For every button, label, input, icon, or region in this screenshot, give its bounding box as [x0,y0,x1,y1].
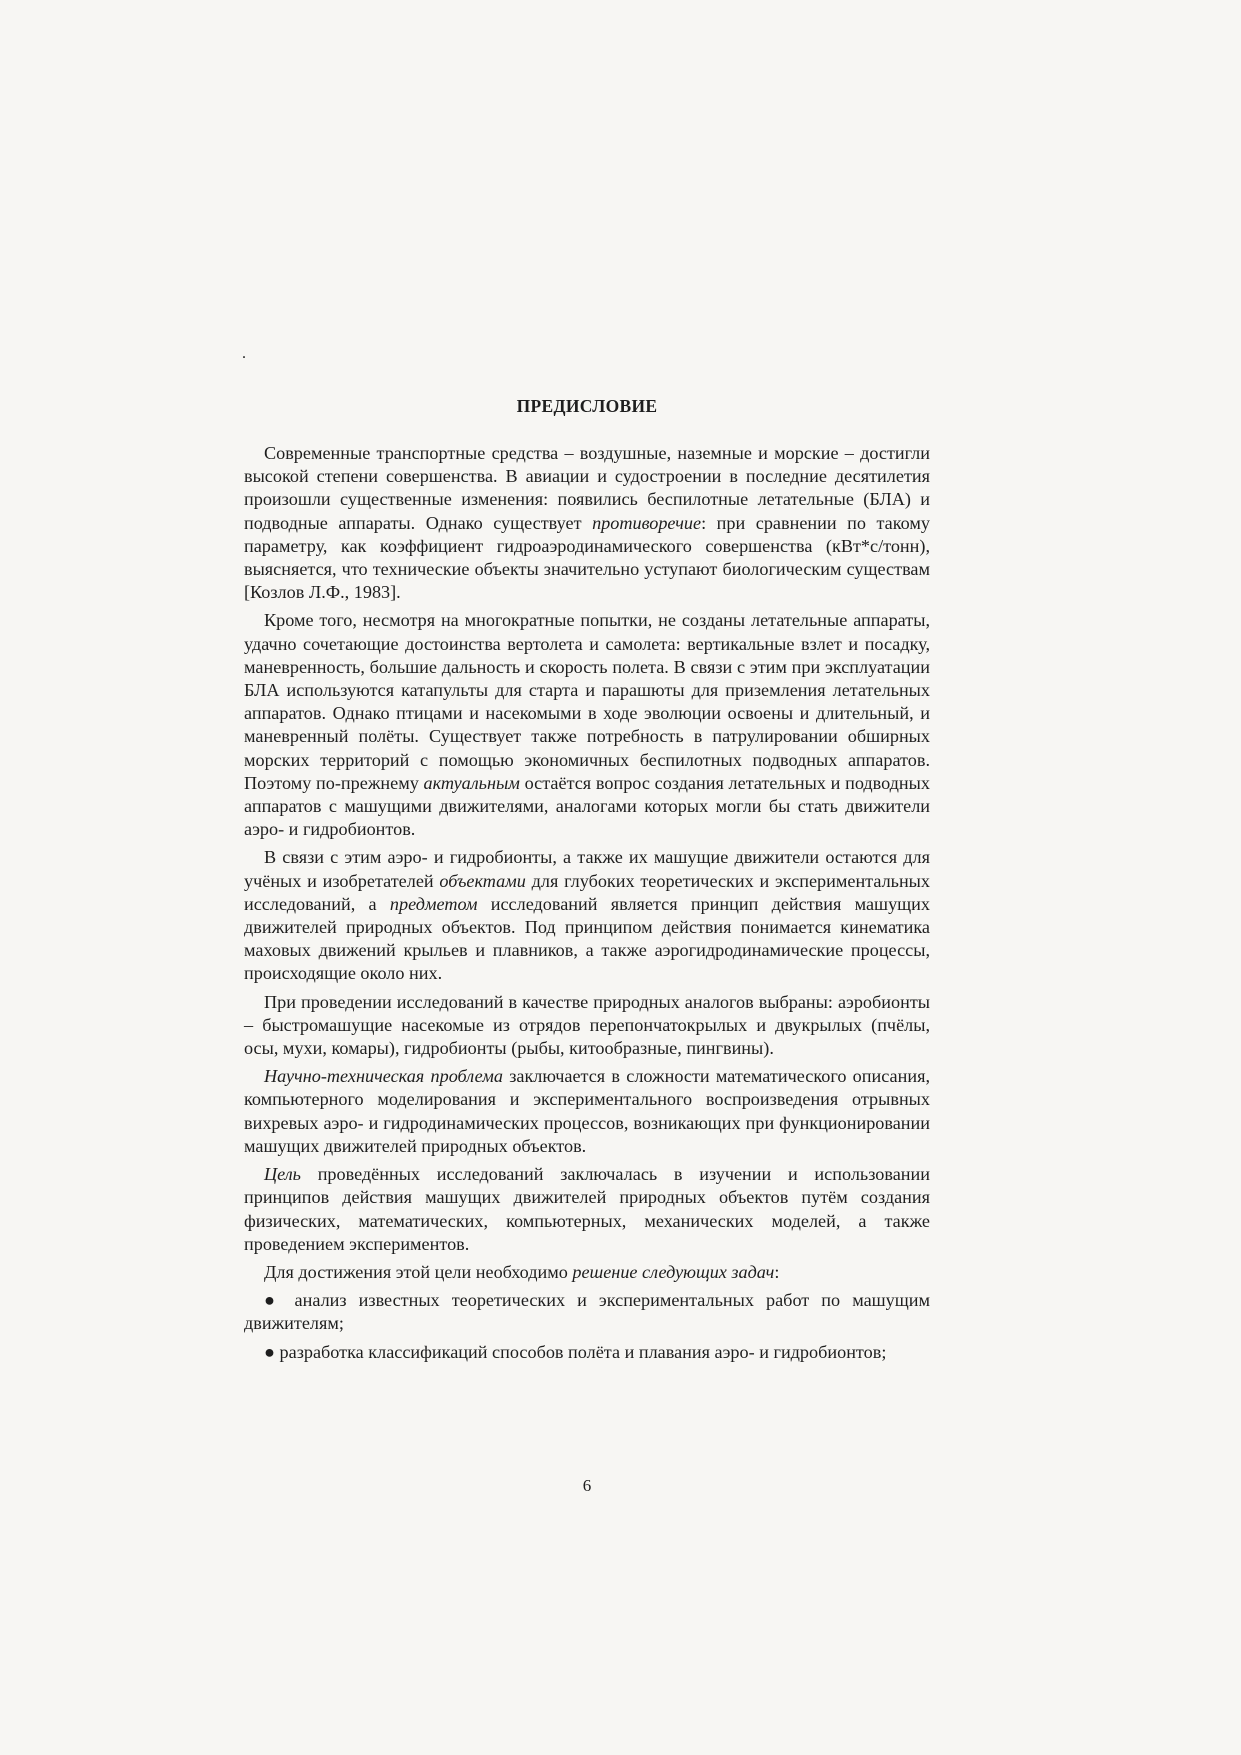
paragraph [244,1261,930,1284]
page-number: 6 [582,1476,592,1495]
document-body [244,442,930,1369]
text-run: : [774,1261,780,1282]
emphasis-text: противоречие [592,512,702,533]
text-run: исследований является принцип действия машущих движителей природных объектов. Под принципом действия понимается кинематика маховых движений крыльев и плавников, а также аэрогидродинамические процессы, происходящие около них. [244,893,930,984]
text-run: ● разработка классификаций способов полёта и плавания аэро- и гидробионтов; [264,1341,887,1362]
bullet-item [244,1341,930,1364]
emphasis-text: объектами [439,870,526,891]
emphasis-text: Научно-техническая проблема [264,1066,503,1087]
paragraph [244,1163,930,1256]
paragraph [244,442,930,604]
text-run: для глубоких теоретических и экспериментальных исследований, а [244,870,930,914]
paragraph [244,846,930,985]
stray-dot: . [242,345,246,362]
emphasis-text: предметом [389,893,478,914]
emphasis-text: решение следующих задач [572,1261,775,1282]
emphasis-text: актуальным [423,772,520,793]
emphasis-text: Цель [264,1164,301,1185]
paragraph [244,991,930,1061]
text-run: заключается в сложности математического описания, компьютерного моделирования и экспериментального воспроизведения отрывных вихревых аэро- и гидродинамических процессов, возникающих при функционировании машущих движителей природных объектов. [244,1066,930,1156]
text-run: Для достижения этой цели необходимо [264,1261,573,1282]
paragraph [244,1065,930,1158]
bullet-item [244,1289,930,1335]
text-run: При проведении исследований в качестве природных аналогов выбраны: аэробионты – быстромашущие насекомые из отрядов перепончатокрылых и двукрылых (пчёлы, осы, мухи, комары), гидробионты (рыбы, китообразные, пингвины). [244,991,930,1059]
text-run: В связи с этим аэро- и гидробионты, а также их машущие движители остаются для учёных и изобретателей [244,847,930,891]
text-run: остаётся вопрос создания летательных и подводных аппаратов с машущими движителями, аналогами которых могли бы стать движители аэро- и гидробионтов. [244,772,930,840]
text-run: проведённых исследований заключалась в изучении и использовании принципов действия машущих движителей природных объектов путём создания физических, математических, компьютерных, механических моделей, а также проведением экспериментов. [244,1164,930,1254]
paragraph [244,609,930,841]
text-run: : при сравнении по такому параметру, как коэффициент гидроаэродинамического совершенства (кВт*с/тонн), выясняется, что технические объекты значительно уступают биологическим существам [Козлов Л.Ф., 1983]. [244,512,930,603]
page-title: ПРЕДИСЛОВИЕ [516,396,658,416]
text-run: Кроме того, несмотря на многократные попытки, не созданы летательные аппараты, удачно сочетающие достоинства вертолета и самолета: вертикальные взлет и посадку, маневренность, большие дальность и скорость полета. В связи с этим при эксплуатации БЛА используются катапульты для старта и парашюты для приземления летательных аппаратов. Однако птицами и насекомыми в ходе эволюции освоены и длительный, и маневренный полёты. Существует также потребность в патрулировании обширных морских территорий с помощью экономичных беспилотных подводных аппаратов. Поэтому по-прежнему [244,610,930,793]
text-run: Современные транспортные средства – воздушные, наземные и морские – достигли высокой степени совершенства. В авиации и судостроении в последние десятилетия произошли существенные изменения: появились беспилотные летательные (БЛА) и подводные аппараты. Однако существует [244,443,930,533]
text-run: ● анализ известных теоретических и экспериментальных работ по машущим движителям; [244,1290,930,1334]
